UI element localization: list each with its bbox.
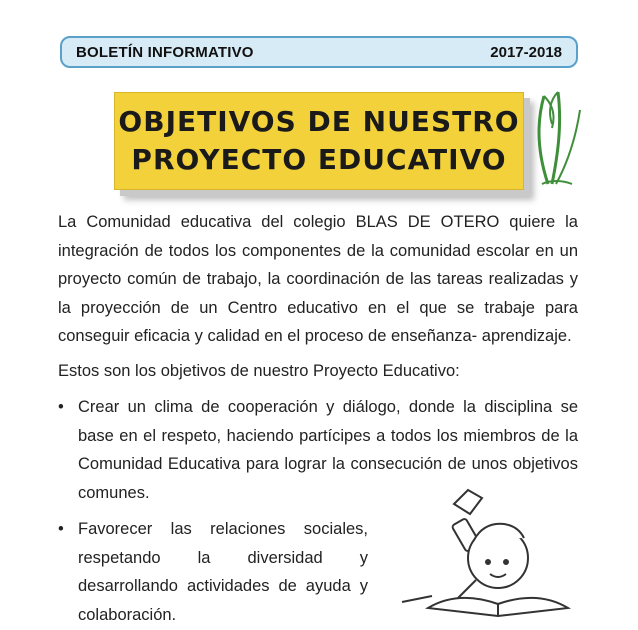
bullet-marker: • xyxy=(58,520,64,538)
list-item xyxy=(58,515,368,629)
header-bar xyxy=(60,36,578,68)
title-box xyxy=(114,92,524,190)
plant-illustration-icon xyxy=(528,84,588,194)
header-title: BOLETÍN INFORMATIVO xyxy=(76,44,254,61)
list-item-text: Crear un clima de cooperación y diálogo, donde la disciplina se base en el respeto, haciendo partícipes a todos los miembros de la Comunidad Educativa para lograr la consecución de unos objetivos comunes. xyxy=(78,398,578,502)
title-line-1: OBJETIVOS DE NUESTRO xyxy=(118,105,520,138)
page-title xyxy=(115,103,523,179)
bullet-marker: • xyxy=(58,398,64,416)
header-year: 2017-2018 xyxy=(490,44,562,61)
list-item-text: Favorecer las relaciones sociales, respetando la diversidad y desarrollando actividades de ayuda y colaboración. xyxy=(78,520,368,624)
title-line-2: PROYECTO EDUCATIVO xyxy=(131,143,507,176)
objectives-intro: Estos son los objetivos de nuestro Proyecto Educativo: xyxy=(58,361,460,380)
intro-paragraph: La Comunidad educativa del colegio BLAS DE OTERO quiere la integración de todos los componentes de la comunidad escolar en un proyecto común de trabajo, la coordinación de las tareas realizadas y la proyección de un Centro educativo en el que se trabaje para conseguir eficacia y calidad en el proceso de enseñanza- aprendizaje. xyxy=(58,213,578,345)
child-reading-illustration-icon xyxy=(388,470,578,620)
